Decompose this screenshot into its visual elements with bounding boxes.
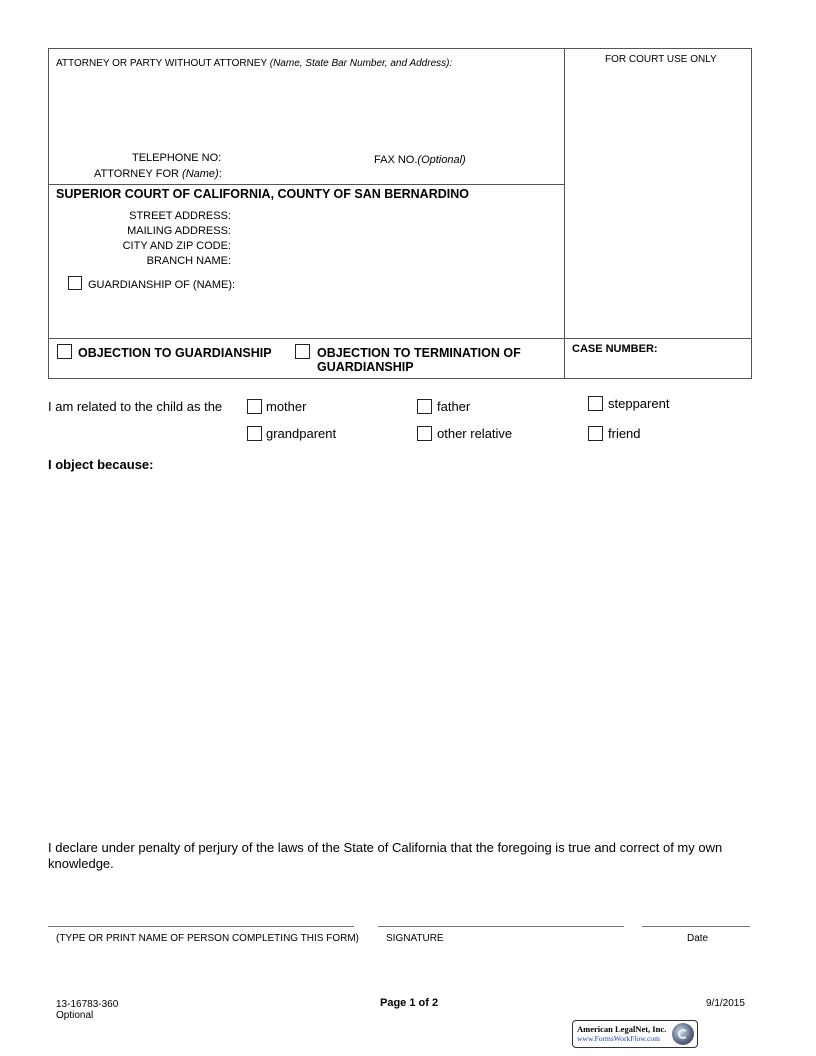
- objection-heading: I object because:: [48, 457, 154, 472]
- branch-name-label: BRANCH NAME:: [146, 255, 231, 267]
- header-border-left: [48, 48, 49, 379]
- name-signature-line[interactable]: [48, 926, 354, 927]
- grandparent-label: grandparent: [266, 426, 337, 441]
- city-zip-label: CITY AND ZIP CODE:: [122, 240, 231, 252]
- court-use-label: FOR COURT USE ONLY: [605, 54, 717, 65]
- name-label: (TYPE OR PRINT NAME OF PERSON COMPLETING THIS FORM): [56, 933, 359, 944]
- objection-termination-label-line1: OBJECTION TO TERMINATION OF: [317, 346, 521, 360]
- grandparent-checkbox[interactable]: [247, 426, 262, 441]
- attorney-for-label: ATTORNEY FOR (Name):: [94, 168, 222, 180]
- stepparent-label: stepparent: [608, 396, 670, 411]
- header-border-top: [48, 48, 752, 49]
- objection-guardianship-checkbox[interactable]: [57, 344, 72, 359]
- mailing-address-label: MAILING ADDRESS:: [127, 225, 231, 237]
- page-number: Page 1 of 2: [380, 997, 439, 1009]
- telephone-label: TELEPHONE NO:: [132, 152, 222, 164]
- case-number-label: CASE NUMBER:: [572, 343, 658, 355]
- declaration-line1: I declare under penalty of perjury of the laws of the State of California that the foregoing is true and correct of my own: [48, 840, 723, 855]
- objection-guardianship-label: OBJECTION TO GUARDIANSHIP: [78, 346, 272, 360]
- objection-termination-checkbox[interactable]: [295, 344, 310, 359]
- logo-url: www.FormsWorkFlow.com: [577, 1034, 661, 1043]
- relation-prompt: I am related to the child as the: [48, 399, 223, 414]
- case-row-divider: [48, 338, 752, 339]
- fax-label: FAX NO.(Optional): [374, 154, 466, 166]
- header-border-bottom: [48, 378, 752, 379]
- mother-label: mother: [266, 399, 307, 414]
- other-relative-label: other relative: [437, 426, 513, 441]
- signature-line[interactable]: [378, 926, 624, 927]
- father-label: father: [437, 399, 471, 414]
- form-number: 13-16783-360: [56, 999, 119, 1010]
- date-label: Date: [687, 933, 709, 944]
- guardianship-label: GUARDIANSHIP OF (NAME):: [88, 279, 236, 291]
- objection-text-area[interactable]: [48, 478, 752, 828]
- logo-name: American LegalNet, Inc.: [577, 1024, 667, 1034]
- other-relative-checkbox[interactable]: [417, 426, 432, 441]
- mother-checkbox[interactable]: [247, 399, 262, 414]
- attorney-label: ATTORNEY OR PARTY WITHOUT ATTORNEY (Name, State Bar Number, and Address):: [56, 58, 453, 69]
- attorney-section-divider: [48, 184, 565, 185]
- friend-checkbox[interactable]: [588, 426, 603, 441]
- optional-label: Optional: [56, 1010, 94, 1021]
- father-checkbox[interactable]: [417, 399, 432, 414]
- revision-date: 9/1/2015: [706, 998, 745, 1009]
- date-line[interactable]: [642, 926, 750, 927]
- court-title: SUPERIOR COURT OF CALIFORNIA, COUNTY OF SAN BERNARDINO: [56, 187, 469, 201]
- legalnet-logo: [572, 1020, 698, 1048]
- friend-label: friend: [608, 426, 641, 441]
- court-use-divider: [564, 48, 565, 379]
- objection-termination-label-line2: GUARDIANSHIP: [317, 360, 414, 374]
- declaration-line2: knowledge.: [48, 856, 114, 871]
- street-address-label: STREET ADDRESS:: [129, 210, 231, 222]
- globe-icon: [672, 1023, 694, 1045]
- guardianship-checkbox[interactable]: [68, 276, 82, 290]
- stepparent-checkbox[interactable]: [588, 396, 603, 411]
- signature-label: SIGNATURE: [386, 933, 444, 944]
- header-border-right: [751, 48, 752, 379]
